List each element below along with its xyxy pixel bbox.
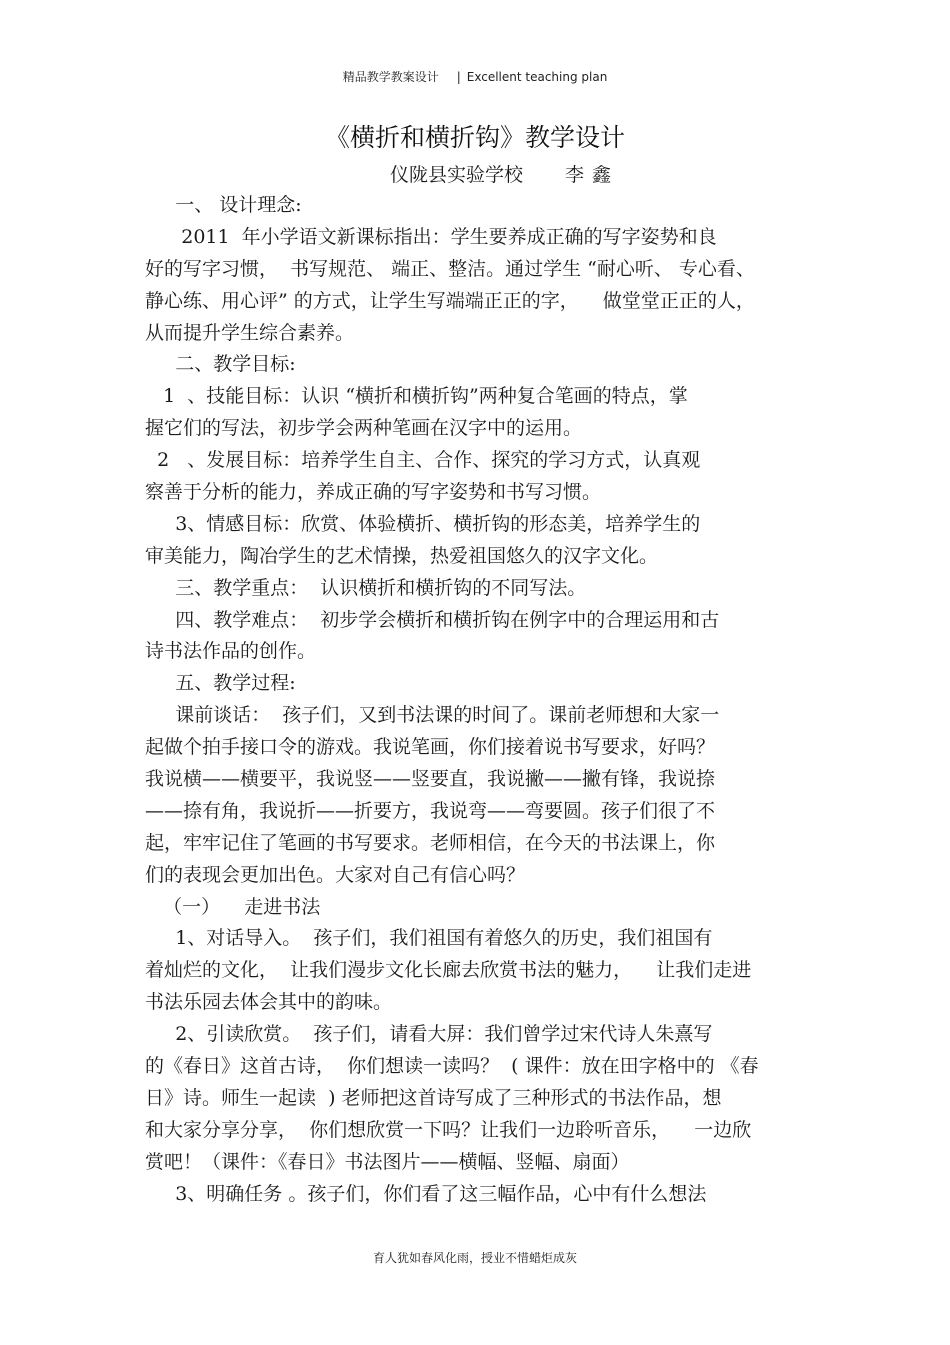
- text-line: 四、教学难点： 初步学会横折和横折钩在例字中的合理运用和古: [145, 608, 720, 631]
- page-header: [0, 68, 950, 85]
- text-line: 我说横——横要平，我说竖——竖要直，我说撇——撇有锋，我说捺: [145, 768, 716, 791]
- author-name: 李鑫: [565, 164, 620, 186]
- text-line: 察善于分析的能力，养成正确的写字姿势和书写习惯。: [145, 481, 602, 504]
- text-line: 三、教学重点： 认识横折和横折钩的不同写法。: [145, 576, 587, 599]
- text-line: 们的表现会更加出色。大家对自己有信心吗？: [145, 863, 526, 886]
- text-line: 3、明确任务 。孩子们，你们看了这三幅作品，心中有什么想法: [145, 1182, 707, 1205]
- document-body: [145, 190, 810, 1211]
- document-title: 《横折和横折钩》教学设计: [324, 123, 625, 152]
- text-line: 2 、发展目标：培养学生自主、合作、探究的学习方式，认真观: [145, 449, 701, 472]
- text-line: 审美能力，陶冶学生的艺术情操，热爱祖国悠久的汉字文化。: [145, 544, 659, 567]
- text-line: ——捺有角，我说折——折要方，我说弯——弯要圆。孩子们很了不: [145, 799, 716, 822]
- author-school: 仪陇县实验学校: [390, 164, 524, 186]
- text-line: 3、情感目标：欣赏、体验横折、横折钩的形态美，培养学生的: [145, 512, 701, 535]
- text-line: 2011 年小学语文新课标指出：学生要养成正确的写字姿势和良: [145, 225, 717, 248]
- text-line: 静心练、用心评” 的方式，让学生写端端正正的字， 做堂堂正正的人，: [145, 289, 755, 312]
- text-line: 1、对话导入。 孩子们，我们祖国有着悠久的历史，我们祖国有: [145, 927, 713, 950]
- text-line: 诗书法作品的创作。: [145, 640, 317, 663]
- text-line: 起做个拍手接口令的游戏。我说笔画，你们接着说书写要求，好吗？: [145, 736, 716, 759]
- text-line: 一、 设计理念:: [145, 194, 302, 216]
- text-line: 赏吧！（课件：《春日》书法图片——横幅、竖幅、扇面）: [145, 1150, 630, 1173]
- header-separator: |: [456, 70, 461, 84]
- header-left-text: 精品教学教案设计: [342, 70, 439, 84]
- text-line: 书法乐园去体会其中的韵味。: [145, 991, 393, 1014]
- text-line: （一） 走进书法: [145, 895, 321, 918]
- page-footer: 育人犹如春风化雨，授业不惜蜡炬成灰: [372, 1251, 577, 1265]
- text-line: 从而提升学生综合素养。: [145, 321, 355, 344]
- text-line: 日》诗。师生一起读 ) 老师把这首诗写成了三种形式的书法作品，想: [145, 1086, 722, 1109]
- text-line: 二、教学目标:: [145, 353, 296, 376]
- text-line: 的《春日》这首古诗， 你们想读一读吗？ ( 课件：放在田字格中的 《春: [145, 1055, 759, 1078]
- text-line: 五、教学过程:: [145, 672, 296, 695]
- text-line: 着灿烂的文化， 让我们漫步文化长廊去欣赏书法的魅力， 让我们走进: [145, 959, 752, 982]
- text-line: 课前谈话： 孩子们，又到书法课的时间了。课前老师想和大家一: [145, 704, 720, 727]
- text-line: 握它们的写法，初步学会两种笔画在汉字中的运用。: [145, 417, 583, 440]
- header-right-text: Excellent teaching plan: [466, 70, 608, 84]
- author-line: [390, 160, 619, 187]
- text-line: 2、引读欣赏。 孩子们，请看大屏：我们曾学过宋代诗人朱熹写: [145, 1023, 713, 1046]
- text-line: 好的写字习惯， 书写规范、 端正、整洁。通过学生 “耐心听、 专心看、: [145, 257, 755, 280]
- text-line: 和大家分享分享， 你们想欣赏一下吗？让我们一边聆听音乐， 一边欣: [145, 1118, 752, 1141]
- text-line: 1 、技能目标：认识 “横折和横折钩”两种复合笔画的特点，掌: [145, 385, 688, 408]
- text-line: 起，牢牢记住了笔画的书写要求。老师相信，在今天的书法课上，你: [145, 831, 716, 854]
